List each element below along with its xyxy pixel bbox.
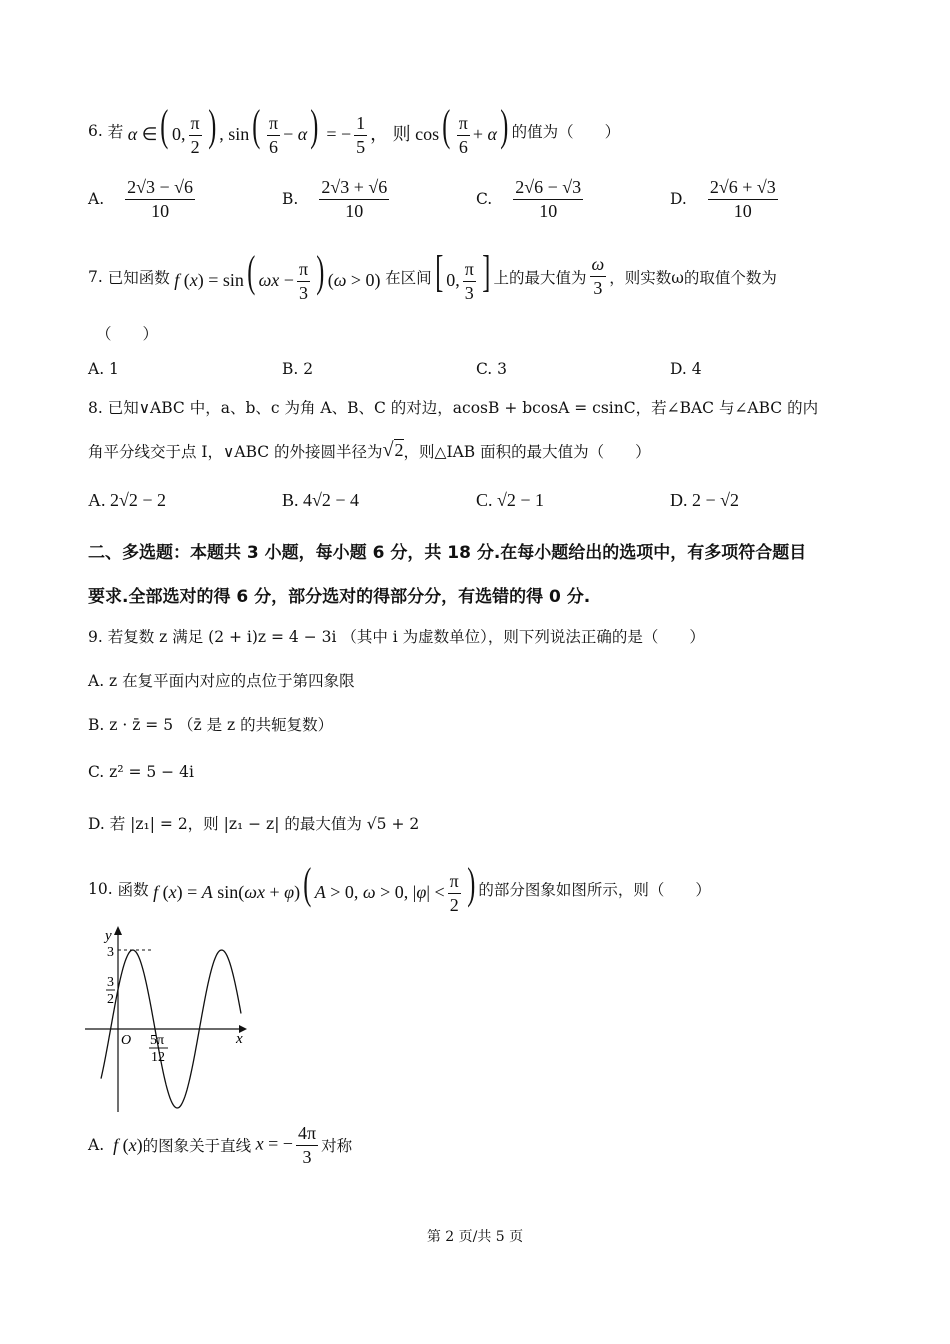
page-footer: 第 2 页/共 5 页 (426, 1229, 524, 1245)
q8-line2-a: 角平分线交于点 I，∨ABC 的外接圆半径为 (88, 442, 383, 461)
q6-option-c-den: 10 (539, 200, 558, 221)
q6-option-a-frac (125, 178, 195, 221)
q6-prefix: 若 (107, 122, 124, 141)
q6-option-c-num: 2√6 − √3 (513, 178, 583, 200)
q6-option-a-num: 2√3 − √6 (125, 178, 195, 200)
q6-option-a-den: 10 (151, 200, 170, 221)
q6-number: 6. (88, 121, 103, 140)
y-axis-arrow (114, 926, 122, 935)
q6-option-d[interactable] (670, 178, 781, 221)
q10-part-a: 函数 (117, 880, 149, 899)
q7-part-b: 在区间 (385, 268, 432, 287)
y-axis-label: y (105, 928, 112, 944)
q10-option-a[interactable] (88, 1124, 352, 1167)
x-axis-label: x (236, 1031, 243, 1047)
q9-option-c[interactable]: C. z² = 5 − 4i (88, 763, 194, 781)
q6-stem (88, 101, 621, 158)
q6-option-d-label: D. (670, 190, 687, 209)
q10-sine-graph (85, 920, 260, 1115)
q6-option-d-den: 10 (733, 200, 752, 221)
q10-number: 10. (88, 879, 113, 898)
q6-option-c-frac (513, 178, 583, 221)
q6-option-d-frac (708, 178, 778, 221)
x-tick-den: 12 (151, 1050, 165, 1065)
q7-interval: [ 0, $\frac{\pi}{3}$ ] (434, 247, 491, 304)
q8-line2-b: ，则△IAB 面积的最大值为（ ） (403, 442, 651, 461)
q9-stem: 9. 若复数 z 满足 (2 + i)z = 4 − 3i （其中 i 为虚数单位），则下列说法正确的是（ ） (88, 628, 705, 646)
q9-option-d[interactable]: D. 若 |z₁| = 2，则 |z₁ − z| 的最大值为 √5 + 2 (88, 815, 420, 833)
q10-stem (88, 859, 711, 916)
y-tick-3-2-num: 3 (107, 975, 114, 990)
y-tick-3-2-den: 2 (107, 992, 114, 1007)
q10-option-a-label: A. (88, 1136, 105, 1155)
q8-stem-line2 (88, 439, 651, 462)
q10-option-a-suffix: 对称 (321, 1137, 353, 1156)
origin-label: O (121, 1033, 132, 1048)
q7-part-d: ，则实数ω的取值个数为 (609, 268, 777, 287)
q6-tail: 的值为（ ） (511, 122, 621, 141)
q10-option-a-line: x = − $\frac{4\pi}{3}$ (255, 1123, 317, 1167)
q7-option-c[interactable]: C. 3 (476, 360, 508, 378)
q7-option-a[interactable]: A. 1 (88, 360, 119, 378)
q8-option-d[interactable]: D. 2 − √2 (670, 490, 740, 510)
q7-func: f (x) = sin( ωx − $\frac{\pi}{3}$ ) (ω > 0) (174, 247, 386, 304)
q7-max: $\frac{\omega}{3}$ (591, 254, 605, 299)
q7-stem (88, 247, 777, 304)
q6-option-b-frac (319, 178, 389, 221)
q7-option-d[interactable]: D. 4 (670, 360, 702, 378)
x-tick-num: 5π (150, 1033, 165, 1048)
q9-option-b[interactable]: B. z · z̄ = 5 （z̄ 是 z 的共轭复数） (88, 716, 334, 734)
q7-number: 7. (88, 267, 103, 286)
q6-option-c[interactable] (476, 178, 586, 221)
q10-func: f (x) = A sin(ωx + φ)( A > 0, ω > 0, |φ| < $\frac{\pi}{2}$ ) (153, 859, 476, 916)
q8-option-b[interactable]: B. 4√2 − 4 (282, 490, 360, 510)
q6-option-a-label: A. (88, 190, 105, 209)
q10-option-a-mid: 的图象关于直线 (142, 1137, 252, 1156)
q10-part-b: 的部分图象如图所示，则（ ） (478, 880, 711, 899)
q6-math: α ∈( 0, $\frac{\pi}{2}$ ) , sin( $\frac{\pi}{6}$ − α) = − $\frac{1}{5}$ ， 则 cos( $\frac{\pi}{6}$ + α) (127, 101, 509, 158)
section2-heading-line1: 二、多选题：本题共 3 小题，每小题 6 分，共 18 分.在每小题给出的选项中，有多项符合题目 (88, 543, 807, 563)
q6-option-b-den: 10 (345, 200, 364, 221)
q8-option-c[interactable]: C. √2 − 1 (476, 490, 545, 510)
q7-part-c: 上的最大值为 (493, 268, 587, 287)
q8-option-a[interactable]: A. 2√2 − 2 (88, 490, 167, 510)
q6-option-c-label: C. (476, 190, 493, 209)
q7-option-b[interactable]: B. 2 (282, 360, 314, 378)
q6-option-b[interactable] (282, 178, 392, 221)
q6-option-a[interactable] (88, 178, 198, 221)
q7-answer-paren: （ ） (96, 325, 159, 343)
q9-option-a[interactable]: A. z 在复平面内对应的点位于第四象限 (88, 672, 355, 690)
q8-stem-line1: 8. 已知∨ABC 中，a、b、c 为角 A、B、C 的对边，acosB + bcosA = csinC，若∠BAC 与∠ABC 的内 (88, 399, 819, 417)
q6-option-b-label: B. (282, 190, 299, 209)
q8-radius: √2 (382, 439, 404, 461)
q6-option-b-num: 2√3 + √6 (319, 178, 389, 200)
y-tick-3: 3 (107, 945, 114, 960)
section2-heading-line2: 要求.全部选对的得 6 分，部分选对的得部分分，有选错的得 0 分. (88, 587, 591, 607)
q6-option-d-num: 2√6 + √3 (708, 178, 778, 200)
q10-option-a-func: f (x) (113, 1134, 143, 1155)
q7-part-a: 已知函数 (107, 268, 170, 287)
